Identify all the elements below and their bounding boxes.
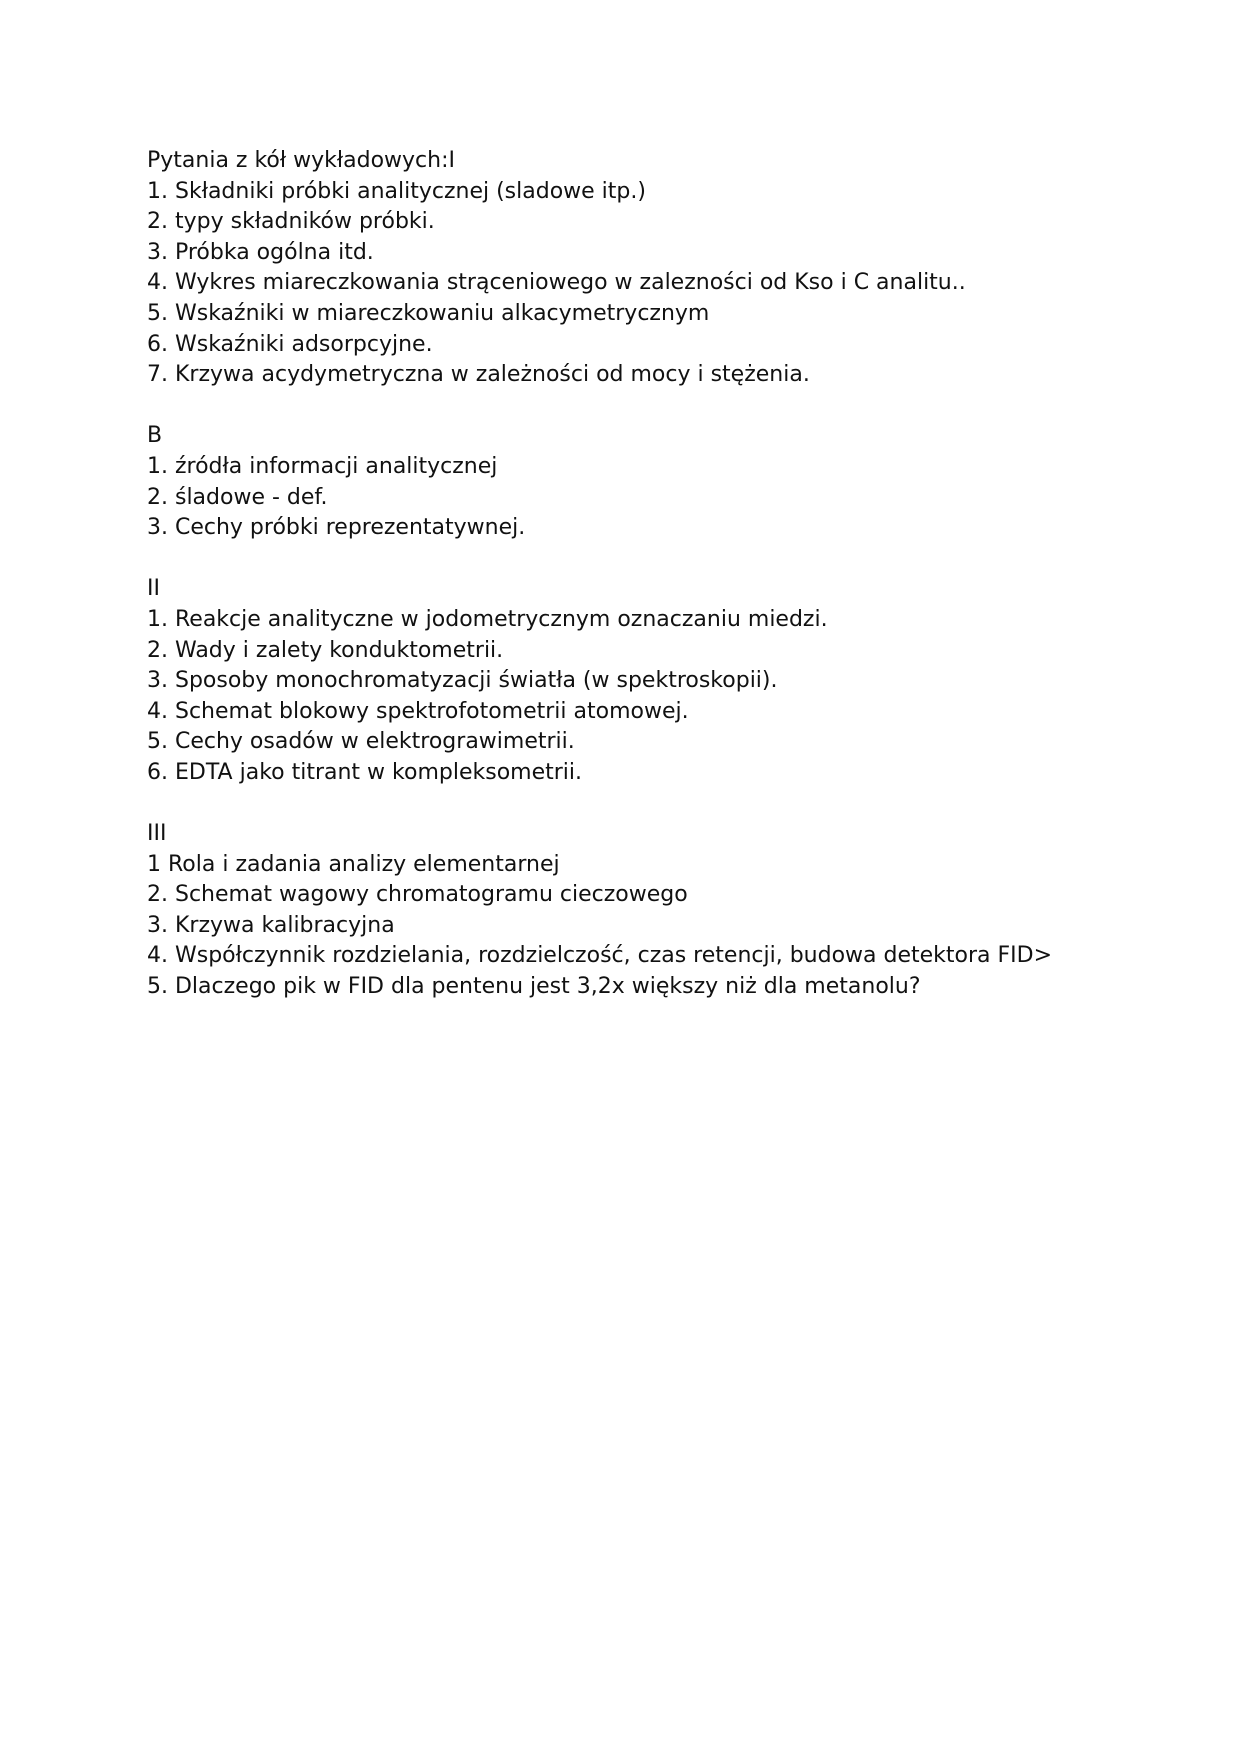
list-item: 1. źródła informacji analitycznej <box>147 453 498 479</box>
blank-line <box>147 544 1147 575</box>
list-item: 5. Dlaczego pik w FID dla pentenu jest 3,2x większy niż dla metanolu? <box>147 974 921 1000</box>
list-item: 5. Wskaźniki w miareczkowaniu alkacymetrycznym <box>147 300 710 326</box>
list-item: 5. Cechy osadów w elektrograwimetrii. <box>147 729 575 755</box>
list-item: 1 Rola i zadania analizy elementarnej <box>147 851 560 877</box>
section-heading-ii: II <box>147 576 160 602</box>
list-item: 1. Składniki próbki analitycznej (sladowe itp.) <box>147 178 646 204</box>
document-title: Pytania z kół wykładowych:I <box>147 148 455 173</box>
section-heading-iii: III <box>147 821 167 847</box>
list-item: 3. Cechy próbki reprezentatywnej. <box>147 515 526 541</box>
list-item: 7. Krzywa acydymetryczna w zależności od mocy i stężenia. <box>147 362 810 388</box>
list-item: 2. Schemat wagowy chromatogramu cieczowego <box>147 882 688 908</box>
blank-line <box>147 391 1147 422</box>
document-page <box>147 146 1147 1003</box>
list-item: 6. EDTA jako titrant w kompleksometrii. <box>147 759 583 785</box>
list-item: 1. Reakcje analityczne w jodometrycznym oznaczaniu miedzi. <box>147 606 828 632</box>
list-item: 4. Wykres miareczkowania strąceniowego w zalezności od Kso i C analitu.. <box>147 270 966 296</box>
list-item: 6. Wskaźniki adsorpcyjne. <box>147 331 433 357</box>
section-heading-b: B <box>147 423 163 449</box>
list-item: 2. Wady i zalety konduktometrii. <box>147 637 504 663</box>
blank-line <box>147 788 1147 819</box>
list-item: 4. Schemat blokowy spektrofotometrii atomowej. <box>147 698 689 724</box>
list-item: 2. śladowe - def. <box>147 484 328 510</box>
list-item: 3. Sposoby monochromatyzacji światła (w spektroskopii). <box>147 668 778 694</box>
list-item: 3. Krzywa kalibracyjna <box>147 912 395 938</box>
list-item: 2. typy składników próbki. <box>147 209 435 235</box>
list-item: 4. Współczynnik rozdzielania, rozdzielczość, czas retencji, budowa detektora FID> <box>147 943 1053 969</box>
list-item: 3. Próbka ogólna itd. <box>147 239 374 265</box>
